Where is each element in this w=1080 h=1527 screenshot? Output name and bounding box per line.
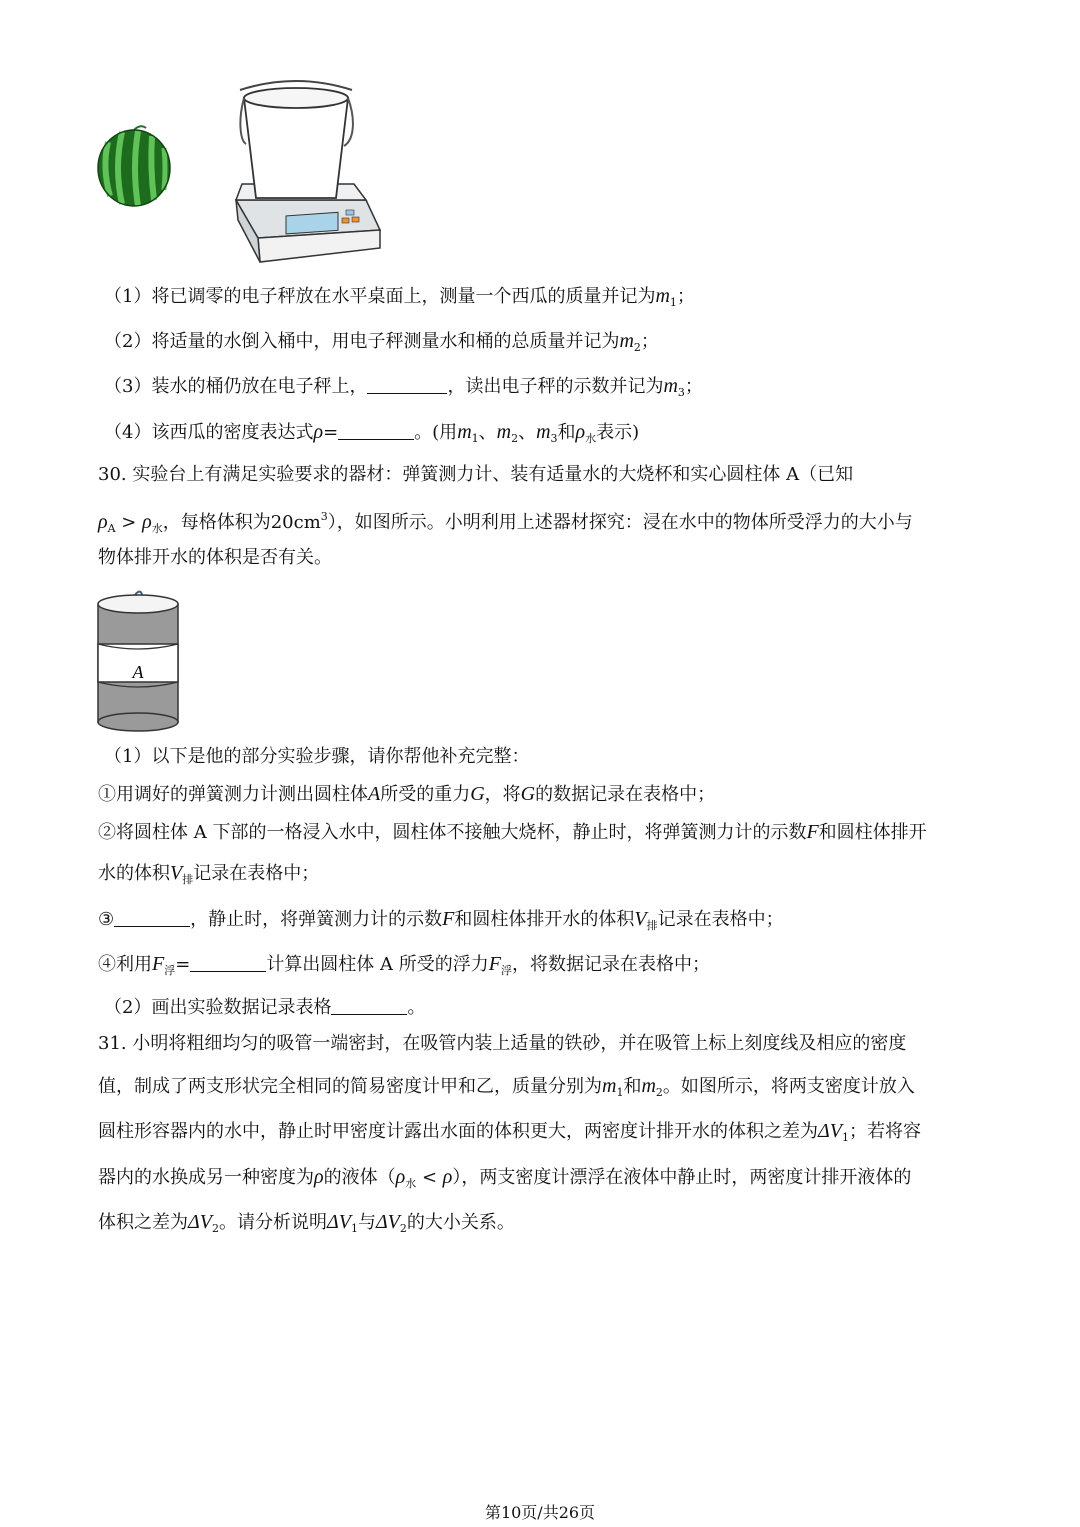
fill-blank[interactable] (114, 908, 190, 927)
p31-line4 (98, 1165, 911, 1196)
cylinder-label: A (132, 662, 144, 682)
superscript: 3 (320, 510, 328, 523)
text: ； (684, 376, 703, 397)
var-m: m (457, 421, 472, 443)
p31-line1: 31. 小明将粗细均匀的吸管一端密封，在吸管内装上适量的铁砂，并在吸管上标上刻度线及相应的密度 (98, 1033, 907, 1054)
var-rho: ρ (395, 1166, 406, 1188)
text: ，将 (484, 784, 521, 805)
subscript: 排 (646, 919, 658, 932)
var-delta-v: ΔV (326, 1211, 351, 1233)
p29-step1 (104, 284, 695, 315)
var-G: G (470, 783, 485, 805)
text: （2）将适量的水倒入桶中，用电子秤测量水和桶的总质量并记为 (104, 331, 620, 352)
page-number: 第10页/共26页 (484, 1503, 596, 1522)
p29-step4 (104, 420, 639, 451)
text: ，每格体积为20cm (162, 512, 321, 533)
text: 记录在表格中； (193, 863, 320, 884)
p30-s1d (98, 952, 710, 983)
var-F: F (488, 953, 501, 975)
var-V: V (634, 908, 647, 930)
var-delta-v: ΔV (188, 1211, 212, 1233)
text: 体积之差为 (98, 1212, 188, 1233)
text: < (416, 1167, 443, 1188)
text: ，将数据记录在表格中； (511, 954, 710, 975)
text: 记录在表格中； (657, 909, 784, 930)
p30-line3: 物体排开水的体积是否有关。 (98, 547, 332, 568)
text: ），如图所示。小明利用上述器材探究：浸在水中的物体所受浮力的大小与 (327, 512, 913, 533)
text: 。 (407, 997, 426, 1018)
var-m: m (655, 285, 670, 307)
var-rho: ρ (442, 1166, 453, 1188)
text: （4）该西瓜的密度表达式 (104, 422, 314, 443)
text: ），两支密度计漂浮在液体中静止时，两密度计排开液体的 (452, 1167, 912, 1188)
var-rho: ρ (313, 421, 324, 443)
text: 的液体（ (323, 1167, 396, 1188)
var-rho: ρ (314, 1166, 324, 1188)
text: ； (640, 331, 659, 352)
text: 圆柱形容器内的水中，静止时甲密度计露出水面的体积更大，两密度计排开水的体积之差为 (98, 1121, 818, 1142)
subscript: 2 (655, 1086, 663, 1099)
fill-blank[interactable] (190, 953, 266, 972)
text: 、 (518, 422, 537, 443)
p29-step3 (104, 374, 703, 405)
var-delta-v: ΔV (375, 1211, 400, 1233)
text: 。(用 (414, 422, 458, 443)
p30-s1b-cont (98, 861, 319, 892)
var-delta-v: ΔV (818, 1120, 842, 1142)
var-m: m (663, 375, 678, 397)
var-m: m (602, 1075, 617, 1097)
p30-s1: （1）以下是他的部分实验步骤，请你帮他补充完整： (104, 746, 530, 767)
text: 和圆柱体排开 (818, 822, 927, 843)
var-G: G (520, 783, 536, 805)
subscript: 浮 (164, 964, 176, 977)
subscript: 2 (399, 1222, 407, 1235)
subscript: 1 (471, 432, 479, 445)
var-m: m (496, 421, 512, 443)
var-rho: ρ (142, 511, 152, 533)
p29-step2 (104, 329, 659, 360)
text: 表示) (596, 422, 640, 443)
subscript: 排 (182, 873, 194, 886)
text: 。请分析说明 (218, 1212, 327, 1233)
text: 和 (557, 422, 576, 443)
text: ，读出电子秤的示数并记为 (447, 376, 664, 397)
subscript: 2 (511, 432, 519, 445)
text: 和 (623, 1076, 642, 1097)
p30-line1: 30. 实验台上有满足实验要求的器材：弹簧测力计、装有适量水的大烧杯和实心圆柱体 A（已知 (98, 464, 854, 485)
p30-s1a (98, 782, 715, 807)
subscript: 1 (841, 1131, 849, 1144)
subscript: 2 (633, 341, 641, 354)
p30-s1b (98, 820, 927, 845)
subscript: 2 (211, 1222, 219, 1235)
text: （1）将已调零的电子秤放在水平桌面上，测量一个西瓜的质量并记为 (104, 286, 656, 307)
text: = (175, 954, 191, 975)
var-A: A (368, 783, 381, 805)
fill-blank[interactable] (331, 996, 407, 1015)
text: ，静止时，将弹簧测力计的示数 (190, 909, 443, 930)
text: ④利用 (98, 954, 152, 975)
text: 所受的重力 (380, 784, 471, 805)
fill-blank[interactable] (367, 375, 447, 394)
var-V: V (170, 862, 183, 884)
subscript: 水 (585, 432, 597, 445)
var-F: F (152, 953, 165, 975)
text: ①用调好的弹簧测力计测出圆柱体 (98, 784, 368, 805)
subscript: 1 (616, 1086, 624, 1099)
text: 的大小关系。 (406, 1212, 515, 1233)
subscript: 1 (350, 1222, 358, 1235)
p31-line2 (98, 1074, 915, 1105)
var-F: F (806, 821, 819, 843)
p30-line2 (98, 505, 913, 541)
cylinder-figure (94, 578, 184, 734)
var-rho: ρ (98, 511, 108, 533)
subscript: 3 (550, 432, 558, 445)
text: = (323, 422, 339, 443)
text: ； (676, 286, 695, 307)
text: 和圆柱体排开水的体积 (454, 909, 635, 930)
text: ②将圆柱体 A 下部的一格浸入水中，圆柱体不接触大烧杯，静止时，将弹簧测力计的示数 (98, 822, 807, 843)
text: 计算出圆柱体 A 所受的浮力 (266, 954, 489, 975)
text: （3）装水的桶仍放在电子秤上， (104, 376, 368, 397)
var-m: m (619, 330, 634, 352)
subscript: 1 (669, 296, 677, 309)
bucket-scale-figure (228, 80, 388, 270)
text: 水的体积 (98, 863, 170, 884)
var-F: F (442, 908, 455, 930)
text: 。如图所示，将两支密度计放入 (662, 1076, 915, 1097)
subscript: 3 (677, 386, 685, 399)
text: 与 (357, 1212, 376, 1233)
text: ；若将容 (848, 1121, 921, 1142)
var-rho: ρ (575, 421, 586, 443)
p31-line3 (98, 1119, 921, 1150)
p30-s1c (98, 907, 784, 938)
p30-s2 (104, 996, 425, 1020)
watermelon-figure (92, 120, 176, 212)
text: > (115, 512, 143, 533)
fill-blank[interactable] (338, 421, 414, 440)
subscript: 水 (405, 1177, 417, 1190)
subscript: 浮 (500, 964, 512, 977)
var-m: m (536, 421, 551, 443)
var-m: m (641, 1075, 656, 1097)
subscript: A (107, 522, 116, 535)
subscript: 水 (151, 522, 163, 535)
text: 器内的水换成另一种密度为 (98, 1167, 314, 1188)
text: ③ (98, 909, 115, 930)
text: 、 (478, 422, 497, 443)
text: 值，制成了两支形状完全相同的简易密度计甲和乙，质量分别为 (98, 1076, 602, 1097)
text: 的数据记录在表格中； (535, 784, 716, 805)
p31-line5 (98, 1210, 515, 1241)
text: （2）画出实验数据记录表格 (104, 997, 332, 1018)
